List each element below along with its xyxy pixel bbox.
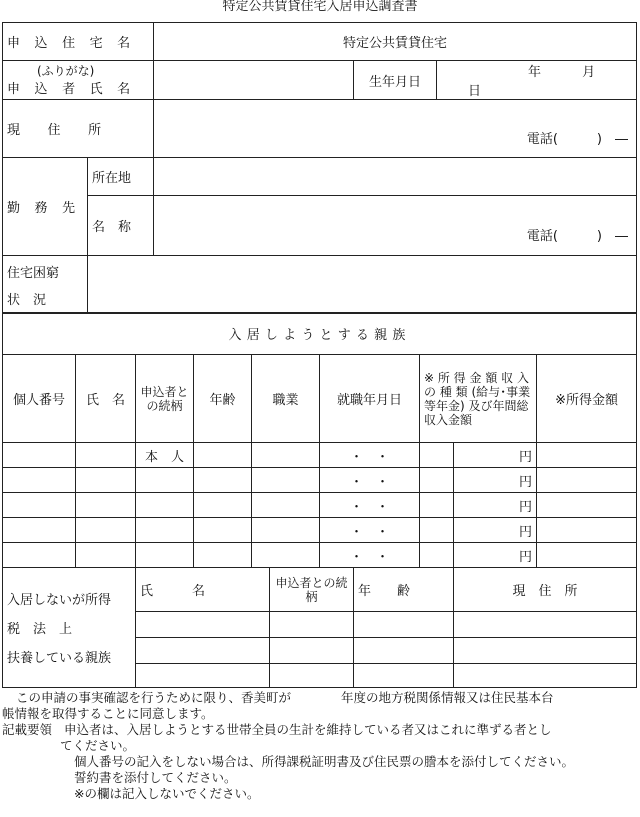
work-phone: 電話( ) ― [526, 229, 628, 244]
family-job-cell[interactable] [252, 518, 320, 543]
form-title: 特定公共賃貸住宅入居申込調査書 [222, 0, 418, 14]
guide-2: 個人番号の記入をしない場合は、所得課税証明書及び住民票の謄本を添付してください。 [74, 754, 575, 769]
dependent-age-cell[interactable] [354, 664, 454, 688]
family-job-cell[interactable] [252, 443, 320, 468]
family-date-cell[interactable]: ・ ・ [320, 518, 420, 543]
family-relation-cell[interactable] [136, 518, 194, 543]
family-id-cell[interactable] [3, 493, 76, 518]
work-label: 勤 務 先 [3, 158, 88, 256]
family-date-cell[interactable]: ・ ・ [320, 543, 420, 568]
family-name-cell[interactable] [76, 493, 136, 518]
dependent-name-cell[interactable] [136, 664, 270, 688]
family-date-cell[interactable]: ・ ・ [320, 493, 420, 518]
family-job-cell[interactable] [252, 468, 320, 493]
dependent-address-cell[interactable] [454, 638, 637, 664]
family-header-relation: 申込者との続柄 [136, 355, 194, 443]
family-yen-cell[interactable]: 円 [454, 443, 537, 468]
family-job-cell[interactable] [252, 543, 320, 568]
table-row [3, 493, 637, 518]
family-yen-cell[interactable]: 円 [454, 543, 537, 568]
hardship-field[interactable] [88, 256, 637, 314]
dependent-relation-cell[interactable] [270, 664, 354, 688]
housing-value[interactable]: 特定公共賃貸住宅 [154, 23, 637, 61]
family-age-cell[interactable] [194, 443, 252, 468]
hardship-label [3, 256, 88, 314]
family-income-amount-cell [537, 493, 637, 518]
dependent-name-cell[interactable] [136, 638, 270, 664]
work-location-label: 所在地 [88, 158, 154, 196]
furigana-label: (ふりがな) [37, 63, 95, 78]
family-age-cell[interactable] [194, 543, 252, 568]
family-date-cell[interactable]: ・ ・ [320, 443, 420, 468]
dependent-address-cell[interactable] [454, 612, 637, 638]
dependent-address-cell[interactable] [454, 664, 637, 688]
guide-1b: てください。 [60, 738, 136, 753]
family-id-cell[interactable] [3, 468, 76, 493]
family-yen-cell[interactable]: 円 [454, 468, 537, 493]
family-date-cell[interactable]: ・ ・ [320, 468, 420, 493]
family-header-age: 年齢 [194, 355, 252, 443]
family-table [2, 312, 637, 568]
guide-1a: 申込者は、入居しようとする世帯全員の生計を維持している者又はこれに準ずる者とし [64, 722, 552, 737]
dependents-header-name: 氏 名 [136, 568, 270, 612]
notes [2, 690, 638, 802]
family-job-cell[interactable] [252, 493, 320, 518]
dependents-label [3, 568, 136, 688]
dependents-label-1: 入居しないが所得 [7, 593, 112, 608]
birth-day: 日 [467, 84, 481, 99]
table-row [3, 468, 637, 493]
family-name-cell[interactable] [76, 443, 136, 468]
hardship-label-2: 状 況 [7, 292, 47, 308]
work-name-label: 名 称 [88, 196, 154, 256]
birth-label: 生年月日 [354, 61, 437, 100]
table-row [3, 518, 637, 543]
address-field[interactable] [154, 100, 637, 158]
guide-line-1 [2, 722, 638, 738]
address-phone: 電話( ) ― [526, 132, 628, 147]
table-row [3, 543, 637, 568]
work-name-field[interactable] [154, 196, 637, 256]
family-age-cell[interactable] [194, 468, 252, 493]
family-id-cell[interactable] [3, 443, 76, 468]
family-name-cell[interactable] [76, 518, 136, 543]
family-header-name: 氏 名 [76, 355, 136, 443]
work-location-field[interactable] [154, 158, 637, 196]
guide-3: 誓約書を添付してください。 [74, 770, 237, 785]
dependent-relation-cell[interactable] [270, 612, 354, 638]
family-income-amount-cell [537, 443, 637, 468]
consent-line-2: 帳情報を取得することに同意します。 [2, 706, 214, 721]
family-income-type-cell[interactable] [420, 543, 454, 568]
birth-month: 月 [582, 65, 596, 80]
family-header-employ-date: 就職年月日 [320, 355, 420, 443]
family-relation-cell[interactable] [136, 543, 194, 568]
family-header-id: 個人番号 [3, 355, 76, 443]
dependents-header-relation: 申込者との続柄 [270, 568, 354, 612]
birth-year: 年 [527, 65, 541, 80]
dependent-name-cell[interactable] [136, 612, 270, 638]
housing-label: 申 込 住 宅 名 [3, 23, 154, 61]
family-relation-cell[interactable] [136, 468, 194, 493]
family-name-cell[interactable] [76, 543, 136, 568]
hardship-label-1: 住宅困窮 [7, 265, 60, 281]
applicant-table [2, 22, 637, 314]
family-age-cell[interactable] [194, 518, 252, 543]
birth-field[interactable] [437, 61, 637, 100]
consent-line-1: この申請の事実確認を行うために限り、香美町が 年度の地方税関係情報又は住民基本台 [16, 690, 554, 705]
family-income-amount-cell [537, 543, 637, 568]
table-row [3, 443, 637, 468]
dependents-header-age: 年 齢 [354, 568, 454, 612]
family-header-income-amount: ※所得金額 [537, 355, 637, 443]
family-name-cell[interactable] [76, 468, 136, 493]
family-income-type-cell[interactable] [420, 443, 454, 468]
family-id-cell[interactable] [3, 543, 76, 568]
family-income-type-cell[interactable] [420, 518, 454, 543]
family-income-amount-cell [537, 518, 637, 543]
family-relation-cell[interactable] [136, 493, 194, 518]
family-id-cell[interactable] [3, 518, 76, 543]
family-income-type-cell[interactable] [420, 468, 454, 493]
applicant-name-label [3, 61, 154, 100]
applicant-name-field[interactable] [154, 61, 354, 100]
family-relation-cell[interactable]: 本 人 [136, 443, 194, 468]
family-income-amount-cell [537, 468, 637, 493]
family-section-title: 入居しようとする親族 [3, 313, 637, 355]
family-yen-cell[interactable]: 円 [454, 493, 537, 518]
dependent-age-cell[interactable] [354, 638, 454, 664]
dependents-header-address: 現 住 所 [454, 568, 637, 612]
address-label: 現 住 所 [3, 100, 154, 158]
dependent-age-cell[interactable] [354, 612, 454, 638]
dependents-label-2: 税 法 上 [7, 622, 73, 637]
family-income-type-cell[interactable] [420, 493, 454, 518]
family-header-income-type: ※ 所 得 金 額 収 入 の 種 類 (給与･事業等年金) 及び年間総収入金額 [420, 355, 537, 443]
family-header-job: 職業 [252, 355, 320, 443]
family-age-cell[interactable] [194, 493, 252, 518]
dependents-table [2, 567, 637, 688]
guide-title: 記載要領 [2, 722, 53, 737]
guide-4: ※の欄は記入しないでください。 [74, 786, 260, 801]
dependent-relation-cell[interactable] [270, 638, 354, 664]
dependents-label-3: 扶養している親族 [7, 651, 112, 666]
family-yen-cell[interactable]: 円 [454, 518, 537, 543]
name-label: 申 込 者 氏 名 [7, 81, 136, 97]
